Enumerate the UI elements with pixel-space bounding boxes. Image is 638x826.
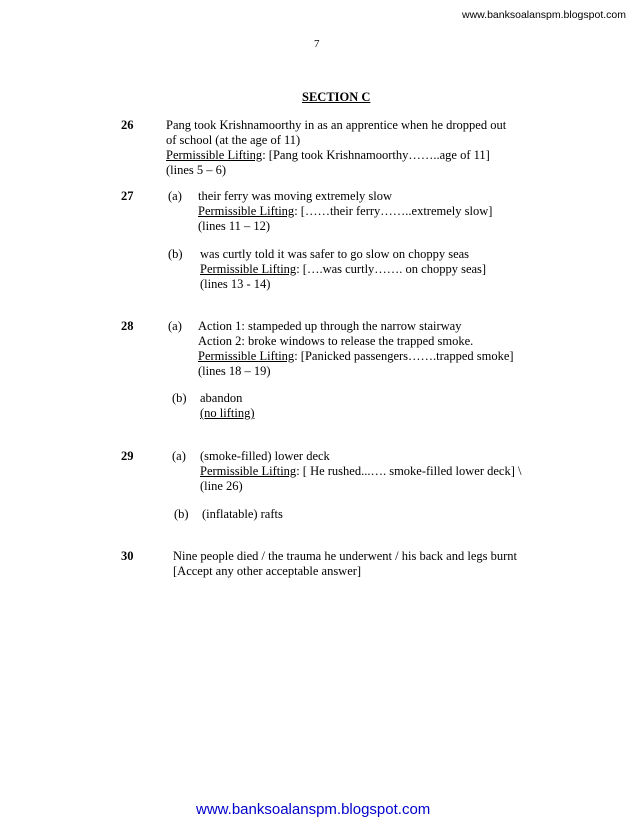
footer-link[interactable]: www.banksoalanspm.blogspot.com: [196, 801, 431, 818]
header-url: www.banksoalanspm.blogspot.com: [462, 9, 627, 21]
answer-line: their ferry was moving extremely slow: [198, 189, 393, 203]
lifting-label: Permissible Lifting: [200, 464, 297, 478]
sub-question-label: (b): [168, 247, 183, 261]
answer-line: (smoke-filled) lower deck: [200, 449, 330, 463]
lifting-note: (no lifting): [200, 406, 255, 420]
lifting-text: : [….was curtly……. on choppy seas]: [296, 262, 487, 276]
lifting-label: Permissible Lifting: [198, 204, 295, 218]
sub-question-label: (a): [172, 449, 186, 463]
question-number: 27: [121, 189, 134, 203]
answer-line: of school (at the age of 11): [166, 133, 301, 147]
question-number: 26: [121, 118, 134, 132]
answer-line: Action 2: broke windows to release the trapped smoke.: [198, 334, 474, 348]
lifting-text: : [Pang took Krishnamoorthy……..age of 11]: [262, 148, 490, 162]
question-number: 29: [121, 449, 134, 463]
line-reference: (lines 5 – 6): [166, 163, 227, 177]
lifting-text: : [……their ferry……..extremely slow]: [294, 204, 493, 218]
sub-question-label: (b): [174, 507, 189, 521]
line-reference: (lines 11 – 12): [198, 219, 271, 233]
line-reference: (line 26): [200, 479, 243, 493]
answer-line: [Accept any other acceptable answer]: [173, 564, 362, 578]
permissible-lifting: [198, 349, 514, 364]
sub-question-label: (a): [168, 189, 182, 203]
permissible-lifting: [166, 148, 490, 163]
line-reference: (lines 13 - 14): [200, 277, 271, 291]
lifting-text: : [Panicked passengers…….trapped smoke]: [294, 349, 514, 363]
lifting-text: : [ He rushed...…. smoke-filled lower deck] \: [296, 464, 522, 478]
answer-line: abandon: [200, 391, 243, 405]
sub-question-label: (a): [168, 319, 182, 333]
permissible-lifting: [198, 204, 492, 219]
line-reference: (lines 18 – 19): [198, 364, 271, 378]
lifting-label: Permissible Lifting: [200, 262, 297, 276]
permissible-lifting: [200, 464, 521, 479]
answer-line: Pang took Krishnamoorthy in as an apprentice when he dropped out: [166, 118, 507, 132]
section-title: SECTION C: [302, 90, 371, 104]
page-number: 7: [314, 38, 320, 50]
question-number: 30: [121, 549, 134, 563]
permissible-lifting: [200, 262, 486, 277]
lifting-label: Permissible Lifting: [166, 148, 263, 162]
question-number: 28: [121, 319, 134, 333]
answer-line: Action 1: stampeded up through the narrow stairway: [198, 319, 462, 333]
answer-line: was curtly told it was safer to go slow on choppy seas: [200, 247, 470, 261]
lifting-label: Permissible Lifting: [198, 349, 295, 363]
answer-line: Nine people died / the trauma he underwent / his back and legs burnt: [173, 549, 517, 563]
sub-question-label: (b): [172, 391, 187, 405]
answer-line: (inflatable) rafts: [202, 507, 283, 521]
